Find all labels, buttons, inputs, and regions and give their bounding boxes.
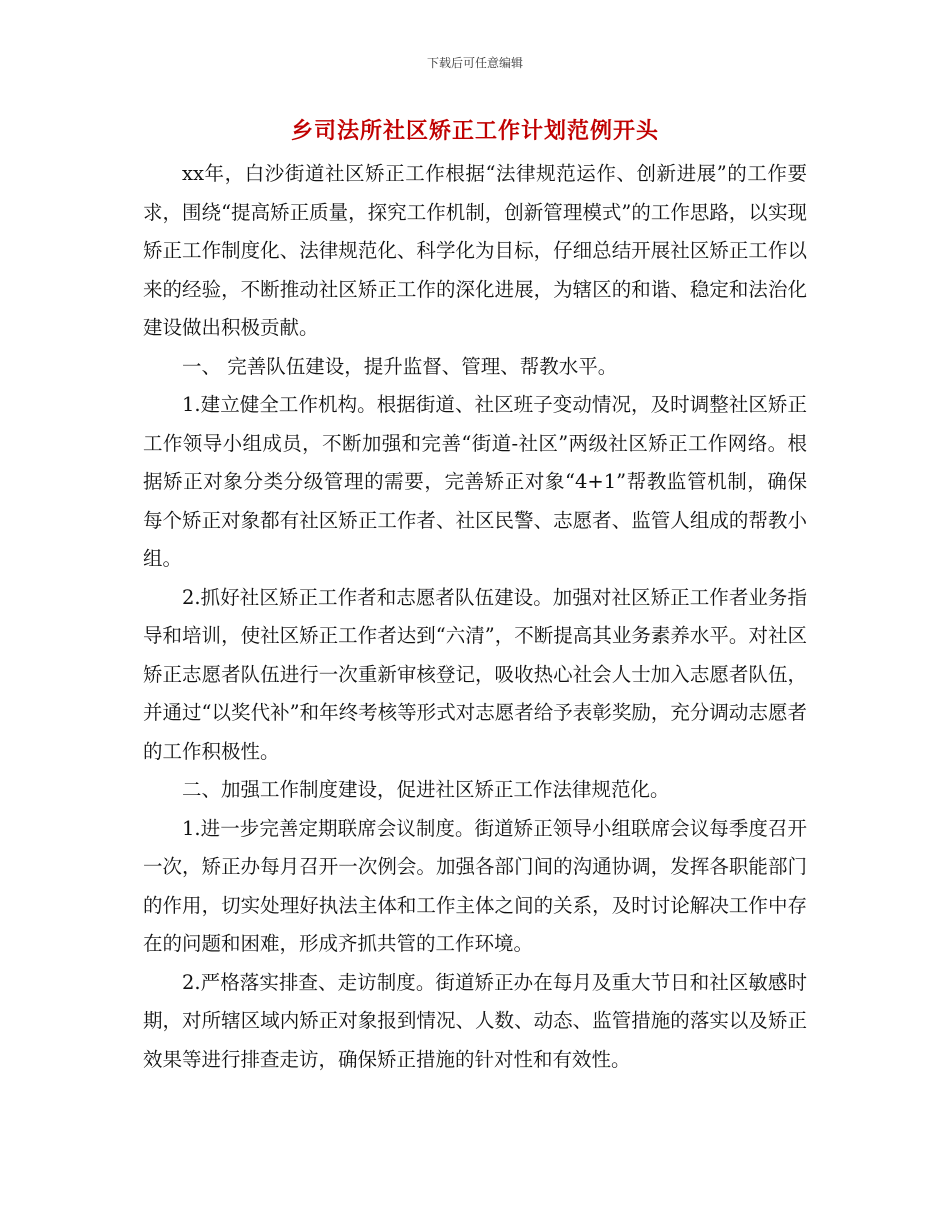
paragraph-intro: xx年，白沙街道社区矫正工作根据“法律规范运作、创新进展”的工作要求，围绕“提高矫正质量，探究工作机制，创新管理模式”的工作思路，以实现矫正工作制度化、法律规范化、科学化为目标，仔细总结开展社区矫正工作以来的经验，不断推动社区矫正工作的深化进展，为辖区的和谐、稳定和法治化建设做出积极贡献。 (143, 162, 807, 339)
paragraph-1-1: 1.建立健全工作机构。根据街道、社区班子变动情况，及时调整社区矫正工作领导小组成员，不断加强和完善“街道-社区”两级社区矫正工作网络。根据矫正对象分类分级管理的需要，完善矫正对象“4+1”帮教监管机制，确保每个矫正对象都有社区矫正工作者、社区民警、志愿者、监管人组成的帮教小组。 (143, 393, 807, 570)
paragraph-2-2: 2.严格落实排查、走访制度。街道矫正办在每月及重大节日和社区敏感时期，对所辖区域内矫正对象报到情况、人数、动态、监管措施的落实以及矫正效果等进行排查走访，确保矫正措施的针对性和有效性。 (143, 970, 807, 1071)
header-note: 下载后可任意编辑 (426, 56, 523, 70)
paragraph-1-2: 2.抓好社区矫正工作者和志愿者队伍建设。加强对社区矫正工作者业务指导和培训，使社区矫正工作者达到“六清”，不断提高其业务素养水平。对社区矫正志愿者队伍进行一次重新审核登记，吸收热心社会人士加入志愿者队伍，并通过“以奖代补”和年终考核等形式对志愿者给予表彰奖励，充分调动志愿者的工作积极性。 (143, 585, 807, 763)
paragraph-2-1: 1.进一步完善定期联席会议制度。街道矫正领导小组联席会议每季度召开一次，矫正办每月召开一次例会。加强各部门间的沟通协调，发挥各职能部门的作用，切实处理好执法主体和工作主体之间的关系，及时讨论解决工作中存在的问题和困难，形成齐抓共管的工作环境。 (143, 816, 807, 955)
document-title: 乡司法所社区矫正工作计划范例开头 (290, 119, 659, 144)
section-heading-1: 一、 完善队伍建设，提升监督、管理、帮教水平。 (182, 354, 618, 378)
document-body (143, 155, 807, 1079)
section-heading-2: 二、加强工作制度建设，促进社区矫正工作法律规范化。 (182, 778, 670, 801)
